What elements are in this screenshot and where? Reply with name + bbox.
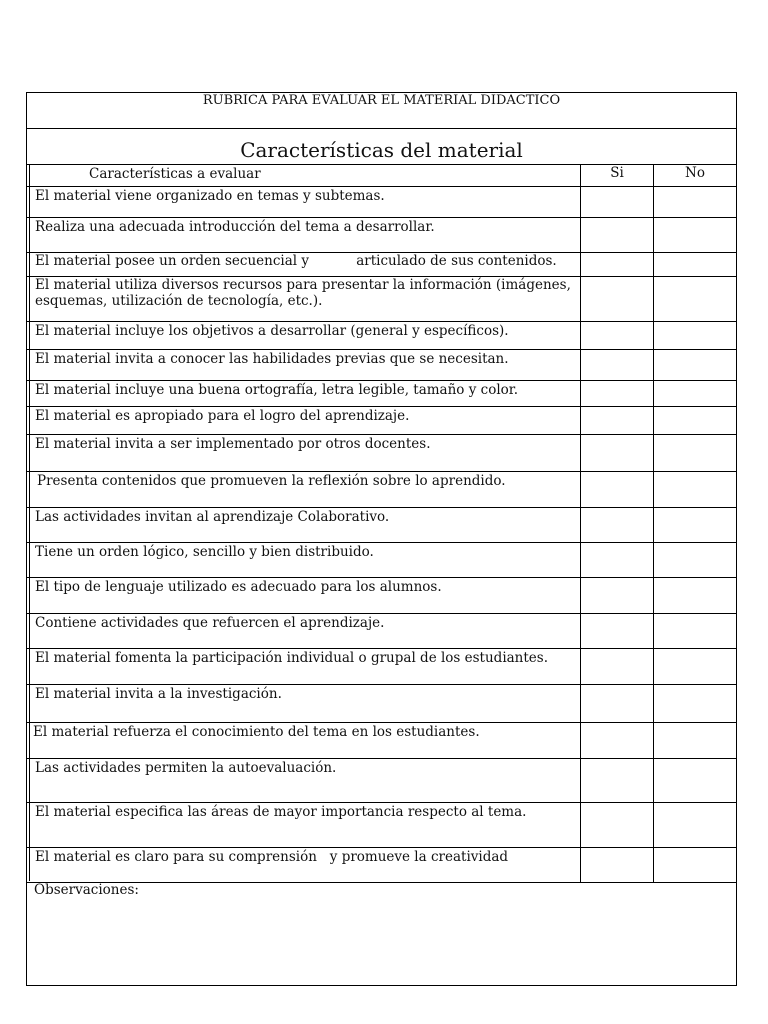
no-cell[interactable] [654, 253, 736, 276]
no-cell[interactable] [654, 649, 736, 684]
criterion-text: El material es claro para su comprensión y promueve la creatividad [27, 848, 581, 882]
yes-cell[interactable] [581, 614, 654, 648]
table-header-row [27, 165, 736, 187]
table-row [27, 277, 736, 322]
no-cell[interactable] [654, 614, 736, 648]
column-header-yes: Si [581, 165, 654, 186]
table-row [27, 407, 736, 435]
criterion-text: Tiene un orden lógico, sencillo y bien distribuido. [27, 543, 581, 577]
table-row [27, 685, 736, 723]
table-row [27, 218, 736, 253]
yes-cell[interactable] [581, 649, 654, 684]
yes-cell[interactable] [581, 187, 654, 217]
table-row [27, 759, 736, 803]
no-cell[interactable] [654, 848, 736, 882]
no-cell[interactable] [654, 543, 736, 577]
yes-cell[interactable] [581, 578, 654, 613]
criterion-text: Las actividades invitan al aprendizaje Colaborativo. [27, 508, 581, 542]
no-cell[interactable] [654, 472, 736, 507]
yes-cell[interactable] [581, 277, 654, 321]
observations-label: Observaciones: [34, 882, 139, 898]
table-row [27, 322, 736, 350]
criterion-text: El material incluye una buena ortografía, letra legible, tamaño y color. [27, 381, 581, 406]
table-row [27, 543, 736, 578]
no-cell[interactable] [654, 723, 736, 758]
yes-cell[interactable] [581, 508, 654, 542]
yes-cell[interactable] [581, 407, 654, 434]
no-cell[interactable] [654, 277, 736, 321]
yes-cell[interactable] [581, 723, 654, 758]
no-cell[interactable] [654, 803, 736, 847]
criterion-text: Las actividades permiten la autoevaluación. [27, 759, 581, 802]
table-row [27, 435, 736, 472]
criterion-text: El material es apropiado para el logro del aprendizaje. [27, 407, 581, 434]
criterion-text: El material posee un orden secuencial y articulado de sus contenidos. [27, 253, 581, 276]
yes-cell[interactable] [581, 759, 654, 802]
table-row [27, 381, 736, 407]
no-cell[interactable] [654, 381, 736, 406]
criterion-text: El material invita a ser implementado por otros docentes. [27, 435, 581, 471]
no-cell[interactable] [654, 218, 736, 252]
yes-cell[interactable] [581, 322, 654, 349]
criterion-text: Contiene actividades que refuercen el aprendizaje. [27, 614, 581, 648]
yes-cell[interactable] [581, 435, 654, 471]
no-cell[interactable] [654, 578, 736, 613]
yes-cell[interactable] [581, 848, 654, 882]
criterion-text: El tipo de lenguaje utilizado es adecuado para los alumnos. [27, 578, 581, 613]
no-cell[interactable] [654, 407, 736, 434]
no-cell[interactable] [654, 759, 736, 802]
criterion-text: El material fomenta la participación individual o grupal de los estudiantes. [27, 649, 581, 684]
section-title: Características del material [27, 129, 736, 165]
criterion-text: El material viene organizado en temas y subtemas. [27, 187, 581, 217]
no-cell[interactable] [654, 685, 736, 722]
column-header-no: No [685, 165, 705, 181]
criterion-text: Realiza una adecuada introducción del tema a desarrollar. [27, 218, 581, 252]
yes-cell[interactable] [581, 803, 654, 847]
no-cell[interactable] [654, 187, 736, 217]
yes-cell[interactable] [581, 543, 654, 577]
table-row [27, 508, 736, 543]
no-cell[interactable] [654, 435, 736, 471]
table-row [27, 614, 736, 649]
rubric-table [26, 92, 737, 986]
no-cell[interactable] [654, 508, 736, 542]
no-cell[interactable] [654, 350, 736, 380]
table-row [27, 472, 736, 508]
criterion-text: El material especifica las áreas de mayor importancia respecto al tema. [27, 803, 581, 847]
table-row [27, 649, 736, 685]
yes-cell[interactable] [581, 685, 654, 722]
criterion-text: El material incluye los objetivos a desarrollar (general y específicos). [27, 322, 581, 349]
document-title: RUBRICA PARA EVALUAR EL MATERIAL DIDACTICO [27, 93, 736, 129]
column-header-criteria: Características a evaluar [27, 165, 581, 186]
criterion-text: Presenta contenidos que promueven la reflexión sobre lo aprendido. [27, 472, 581, 507]
criterion-text: El material invita a la investigación. [27, 685, 581, 722]
table-row [27, 848, 736, 883]
yes-cell[interactable] [581, 253, 654, 276]
criterion-text: El material refuerza el conocimiento del tema en los estudiantes. [27, 723, 581, 758]
yes-cell[interactable] [581, 472, 654, 507]
criterion-text: El material invita a conocer las habilidades previas que se necesitan. [27, 350, 581, 380]
criterion-text: El material utiliza diversos recursos para presentar la información (imágenes, esquemas, utilización de tecnología, etc.). [27, 277, 581, 321]
table-row [27, 723, 736, 759]
yes-cell[interactable] [581, 381, 654, 406]
table-row [27, 578, 736, 614]
table-row [27, 350, 736, 381]
table-row [27, 187, 736, 218]
yes-cell[interactable] [581, 350, 654, 380]
no-cell[interactable] [654, 322, 736, 349]
observations-area[interactable] [27, 882, 736, 985]
table-row [27, 253, 736, 277]
table-row [27, 803, 736, 848]
yes-cell[interactable] [581, 218, 654, 252]
